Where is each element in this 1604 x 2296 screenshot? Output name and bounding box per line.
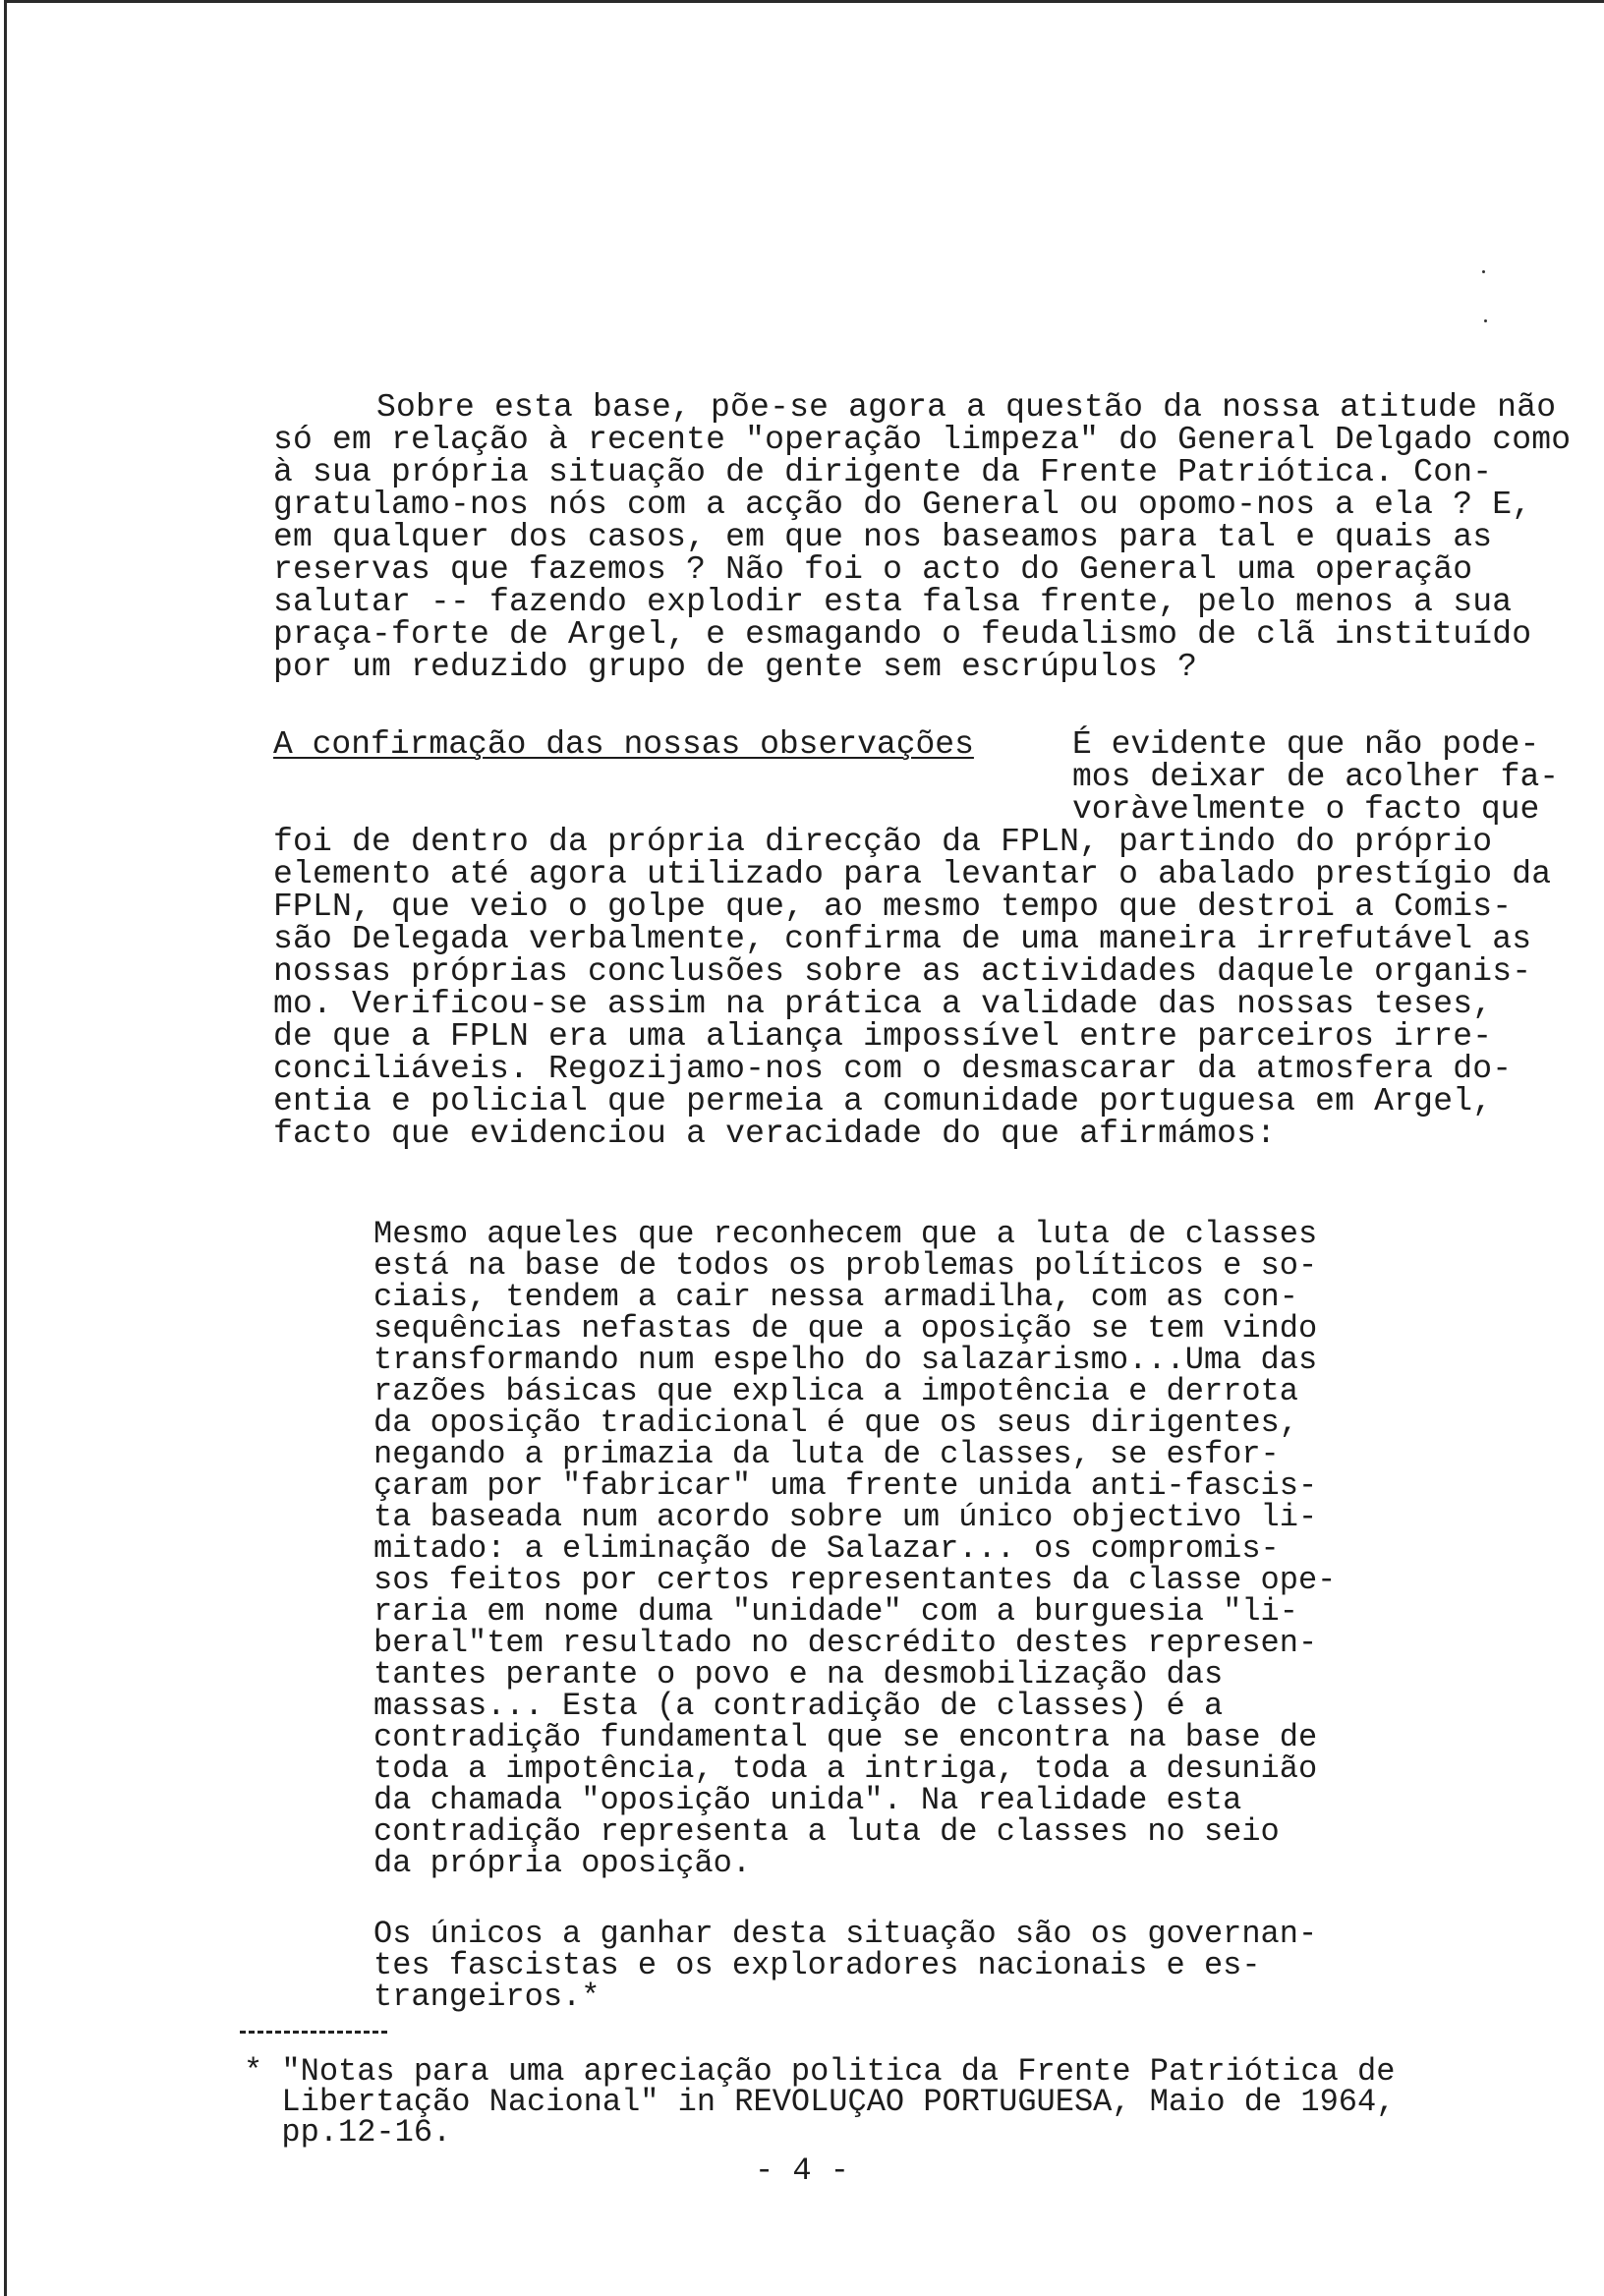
page-border-left xyxy=(4,0,7,2296)
quote-line: Mesmo aqueles que reconhecem que a luta de classes xyxy=(373,1216,1318,1252)
text-line: elemento até agora utilizado para levantar o abalado prestígio da xyxy=(273,856,1552,892)
page-border-top xyxy=(4,0,1604,3)
text-line: de que a FPLN era uma aliança impossível entre parceiros irre- xyxy=(273,1018,1493,1055)
footnote-separator xyxy=(240,2031,387,2034)
text-line: facto que evidenciou a veracidade do que afirmámos: xyxy=(273,1116,1277,1152)
heading-side-text xyxy=(1072,728,1603,826)
quote-line: tantes perante o povo e na desmobilização das xyxy=(373,1656,1224,1693)
quote-line: trangeiros.* xyxy=(373,1979,601,2015)
quote-line: ciais, tendem a cair nessa armadilha, com as con- xyxy=(373,1279,1298,1315)
text-line: foi de dentro da própria direcção da FPLN, partindo do próprio xyxy=(273,824,1493,860)
text-line: são Delegada verbalmente, confirma de uma maneira irrefutável as xyxy=(273,921,1532,957)
quote-line: sos feitos por certos representantes da classe ope- xyxy=(373,1562,1337,1598)
text-line: gratulamo-nos nós com a acção do General ou opomo-nos a ela ? E, xyxy=(273,487,1532,523)
text-line: mo. Verificou-se assim na prática a validade das nossas teses, xyxy=(273,986,1493,1022)
quote-line: negando a primazia da luta de classes, se esfor- xyxy=(373,1436,1280,1472)
footnote xyxy=(244,2053,1590,2151)
quote-line: da chamada "oposição unida". Na realidade esta xyxy=(373,1782,1242,1818)
quote-line: beral"tem resultado no descrédito destes represen- xyxy=(373,1625,1318,1661)
quote-line: toda a impotência, toda a intriga, toda a desunião xyxy=(373,1751,1318,1787)
quote-line: sequências nefastas de que a oposição se tem vindo xyxy=(373,1310,1318,1347)
quote-line: razões básicas que explica a impotência e derrota xyxy=(373,1373,1298,1409)
text-line: conciliáveis. Regozijamo-nos com o desmascarar da atmosfera do- xyxy=(273,1051,1513,1087)
quote-line: Os únicos a ganhar desta situação são os governan- xyxy=(373,1916,1318,1952)
scan-speck xyxy=(1484,319,1487,322)
quote-line: da oposição tradicional é que os seus dirigentes, xyxy=(373,1405,1298,1441)
paragraph-2 xyxy=(273,826,1600,1150)
text-line: mos deixar de acolher fa- xyxy=(1072,759,1560,795)
quote-line: tes fascistas e os exploradores nacionais e es- xyxy=(373,1947,1261,1983)
quote-line: contradição fundamental que se encontra na base de xyxy=(373,1719,1318,1755)
footnote-line: Libertação Nacional" in REVOLUÇAO PORTUGUESA, Maio de 1964, xyxy=(244,2084,1396,2120)
text-line: É evidente que não pode- xyxy=(1072,726,1540,763)
quote-line: contradição representa a luta de classes no seio xyxy=(373,1813,1280,1850)
quote-line: da própria oposição. xyxy=(373,1845,752,1881)
text-line: em qualquer dos casos, em que nos baseamos para tal e quais as xyxy=(273,519,1493,555)
text-line: entia e policial que permeia a comunidade portuguesa em Argel, xyxy=(273,1083,1493,1119)
text-line: Sobre esta base, põe-se agora a questão da nossa atitude não xyxy=(376,389,1557,426)
text-line: à sua própria situação de dirigente da Frente Patriótica. Con- xyxy=(273,454,1493,490)
paragraph-1 xyxy=(273,391,1600,683)
quote-line: massas... Esta (a contradição de classes) é a xyxy=(373,1688,1224,1724)
scan-speck xyxy=(1482,270,1485,273)
quote-line: ta baseada num acordo sobre um único objectivo li- xyxy=(373,1499,1318,1535)
section-heading: A confirmação das nossas observações xyxy=(273,726,974,763)
page-number: - 4 - xyxy=(754,2152,849,2189)
text-line: por um reduzido grupo de gente sem escrúpulos ? xyxy=(273,649,1198,685)
footnote-line: * "Notas para uma apreciação politica da Frente Patriótica de xyxy=(244,2053,1396,2090)
footnote-line: pp.12-16. xyxy=(244,2114,452,2151)
quote-line: çaram por "fabricar" uma frente unida anti-fascis- xyxy=(373,1467,1318,1504)
text-line: voràvelmente o facto que xyxy=(1072,791,1540,828)
quote-line: transformando num espelho do salazarismo...Uma das xyxy=(373,1342,1318,1378)
quote-line: mitado: a eliminação de Salazar... os compromis- xyxy=(373,1530,1280,1567)
block-quote xyxy=(373,1216,1415,1881)
quote-line: raria em nome duma "unidade" com a burguesia "li- xyxy=(373,1593,1298,1630)
text-line: nossas próprias conclusões sobre as actividades daquele organis- xyxy=(273,953,1532,990)
quote-line: está na base de todos os problemas políticos e so- xyxy=(373,1247,1318,1284)
text-line: só em relação à recente "operação limpeza" do General Delgado como xyxy=(273,422,1572,458)
block-quote-conclusion xyxy=(373,1916,1415,2015)
text-line: FPLN, que veio o golpe que, ao mesmo tempo que destroi a Comis- xyxy=(273,889,1513,925)
text-line: reservas que fazemos ? Não foi o acto do General uma operação xyxy=(273,551,1473,588)
text-line: salutar -- fazendo explodir esta falsa frente, pelo menos a sua xyxy=(273,584,1513,620)
text-line: praça-forte de Argel, e esmagando o feudalismo de clã instituído xyxy=(273,616,1532,653)
